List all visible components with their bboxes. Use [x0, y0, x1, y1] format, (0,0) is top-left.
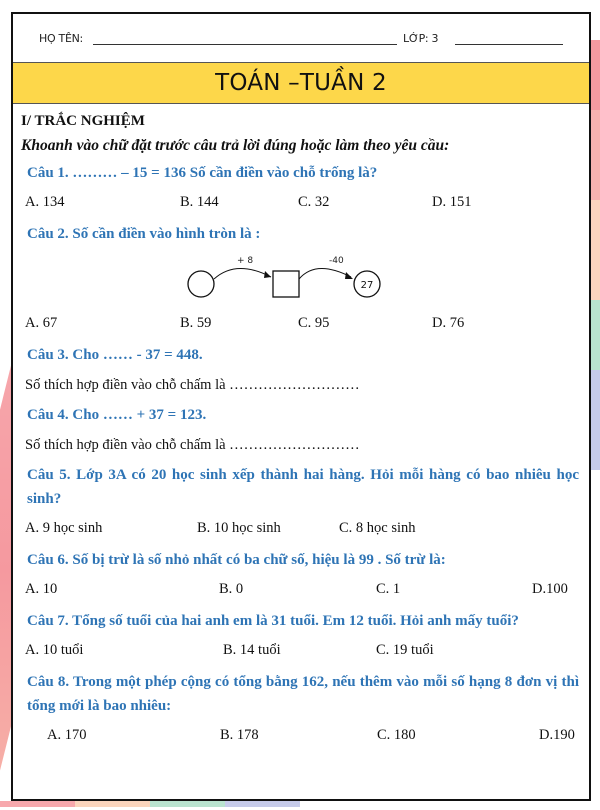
- option-b[interactable]: B. 0: [219, 581, 244, 597]
- worksheet-page: [11, 12, 591, 801]
- number-flow-diagram: [21, 249, 579, 309]
- option-a[interactable]: A. 9 học sinh: [25, 520, 103, 536]
- background-stripe: [590, 40, 600, 110]
- empty-square[interactable]: [273, 271, 299, 297]
- option-c[interactable]: C. 95: [298, 315, 330, 331]
- option-b[interactable]: B. 59: [180, 315, 212, 331]
- name-label: HỌ TÊN:: [39, 32, 83, 45]
- option-c[interactable]: C. 19 tuổi: [376, 642, 434, 658]
- option-a[interactable]: A. 10: [25, 581, 58, 597]
- class-field[interactable]: [455, 44, 563, 45]
- option-d[interactable]: D. 151: [432, 194, 472, 210]
- question-7: Câu 7. Tổng số tuổi của hai anh em là 31 tuổi. Em 12 tuổi. Hỏi anh mấy tuổi?: [27, 613, 519, 629]
- option-c[interactable]: C. 1: [376, 581, 401, 597]
- worksheet-content: [13, 113, 589, 752]
- class-label: LỚP: 3: [403, 32, 439, 45]
- student-info-row: [13, 14, 589, 62]
- options-q6: [21, 575, 579, 606]
- worksheet-title: TOÁN –TUẦN 2: [13, 62, 589, 104]
- flow-diagram-graphic: [181, 249, 401, 309]
- step1-label: + 8: [237, 256, 254, 266]
- option-c[interactable]: C. 180: [377, 727, 416, 743]
- arrow-icon: [214, 268, 271, 279]
- question-1: Câu 1. ……… – 15 = 136 Số cần điền vào chỗ trống là?: [27, 165, 378, 181]
- option-b[interactable]: B. 144: [180, 194, 219, 210]
- name-field[interactable]: [93, 44, 397, 45]
- options-q2: [21, 309, 579, 340]
- options-q7: [21, 636, 579, 667]
- question-6: Câu 6. Số bị trừ là số nhỏ nhất có ba chữ số, hiệu là 99 . Số trừ là:: [27, 552, 446, 568]
- background-stripe: [590, 370, 600, 470]
- result-value: 27: [360, 280, 374, 291]
- answer-fill-q4[interactable]: Số thích hợp điền vào chỗ chấm là ………………………: [25, 437, 360, 453]
- background-stripe: [590, 300, 600, 370]
- option-a[interactable]: A. 170: [47, 727, 87, 743]
- answer-fill-q3[interactable]: Số thích hợp điền vào chỗ chấm là ………………………: [25, 377, 360, 393]
- step2-label: -40: [329, 256, 344, 266]
- question-8: Câu 8. Trong một phép cộng có tổng bằng 162, nếu thêm vào mỗi số hạng 8 đơn vị thì tổng mới là bao nhiêu:: [27, 674, 579, 714]
- option-c[interactable]: C. 8 học sinh: [339, 520, 416, 536]
- background-stripe-bottom: [0, 801, 300, 807]
- question-4: Câu 4. Cho …… + 37 = 123.: [27, 407, 207, 423]
- question-5: Câu 5. Lớp 3A có 20 học sinh xếp thành hai hàng. Hỏi mỗi hàng có bao nhiêu học sinh?: [27, 467, 579, 507]
- option-a[interactable]: A. 134: [25, 194, 65, 210]
- background-stripe: [590, 200, 600, 300]
- instruction: Khoanh vào chữ đặt trước câu trả lời đúng hoặc làm theo yêu cầu:: [21, 137, 450, 154]
- background-stripe: [590, 110, 600, 200]
- option-b[interactable]: B. 10 học sinh: [197, 520, 281, 536]
- option-c[interactable]: C. 32: [298, 194, 330, 210]
- question-2: Câu 2. Số cần điền vào hình tròn là :: [27, 226, 261, 242]
- option-a[interactable]: A. 10 tuổi: [25, 642, 84, 658]
- option-a[interactable]: A. 67: [25, 315, 58, 331]
- option-d[interactable]: D.100: [532, 581, 568, 597]
- question-3: Câu 3. Cho …… - 37 = 448.: [27, 347, 203, 363]
- options-q8: [21, 721, 579, 752]
- empty-circle[interactable]: [188, 271, 214, 297]
- option-b[interactable]: B. 14 tuổi: [223, 642, 281, 658]
- arrow-icon: [299, 268, 351, 279]
- option-b[interactable]: B. 178: [220, 727, 259, 743]
- options-q1: [21, 188, 579, 219]
- section-heading: I/ TRẮC NGHIỆM: [21, 113, 145, 129]
- option-d[interactable]: D. 76: [432, 315, 465, 331]
- options-q5: [21, 514, 579, 545]
- option-d[interactable]: D.190: [539, 727, 575, 743]
